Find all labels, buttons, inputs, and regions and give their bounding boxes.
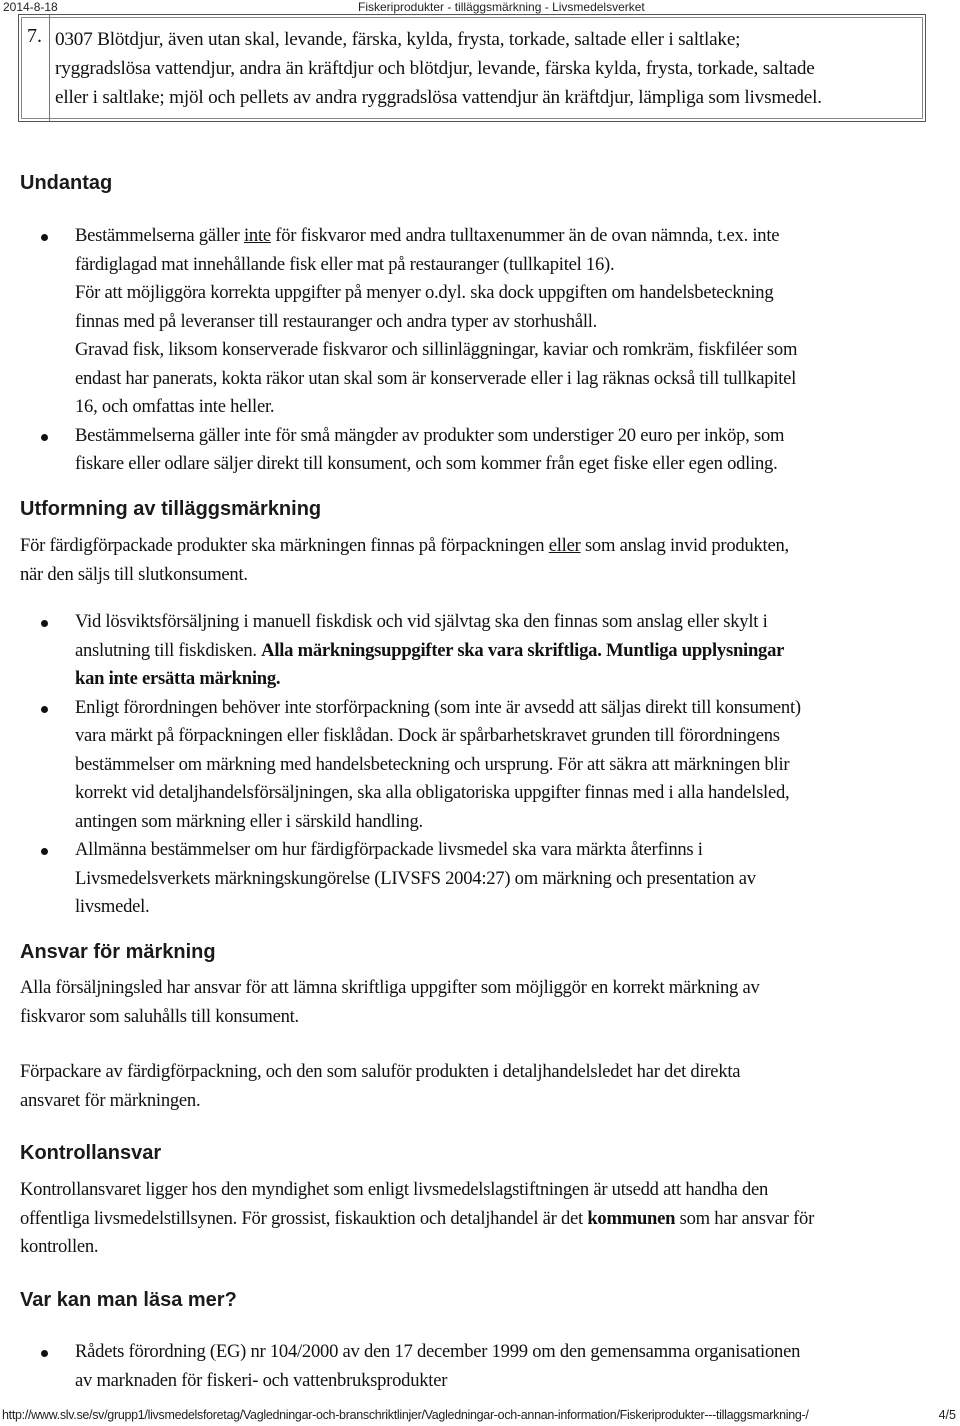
list-item-line: Bestämmelserna gäller inte för fiskvaror med andra tulltaxenummer än de ovan nämnda, t.ex. inte bbox=[75, 225, 780, 246]
list-item-line: anslutning till fiskdisken. Alla märkningsuppgifter ska vara skriftliga. Muntliga upplysningar bbox=[75, 639, 785, 661]
list-item-line: vara märkt på förpackningen eller fisklådan. Dock är spårbarhetskravet grunden till förordningens bbox=[75, 725, 780, 746]
list-item-line: För att möjliggöra korrekta uppgifter på menyer o.dyl. ska dock uppgiften om handelsbeteckning bbox=[75, 282, 774, 303]
heading-kontrollansvar: Kontrollansvar bbox=[20, 1142, 162, 1164]
heading-utformning: Utformning av tilläggsmärkning bbox=[20, 498, 322, 520]
heading-undantag: Undantag bbox=[20, 172, 113, 194]
list-item-line: 16, och omfattas inte heller. bbox=[75, 396, 275, 417]
tariff-table-row bbox=[18, 14, 926, 122]
undantag-list bbox=[20, 222, 940, 479]
list-item bbox=[20, 836, 940, 922]
list-item-line: fiskare eller odlare säljer direkt till konsument, och som kommer från eget fiske eller egen odling. bbox=[75, 453, 778, 474]
table-row-line: eller i saltlake; mjöl och pellets av andra ryggradslösa vattendjur än kräftdjur, lämpliga som livsmedel. bbox=[55, 87, 822, 108]
utformning-paragraph: För färdigförpackade produkter ska märkningen finnas på förpackningen eller som anslag invid produkten, när den säljs till slutkonsument. bbox=[20, 535, 789, 585]
print-date: 2014-8-18 bbox=[3, 0, 58, 14]
list-item-line: Allmänna bestämmelser om hur färdigförpackade livsmedel ska vara märkta återfinns i bbox=[75, 839, 703, 860]
emphasis-bold: Alla märkningsuppgifter ska vara skriftliga. Muntliga upplysningar bbox=[261, 639, 785, 661]
list-item-line: Rådets förordning (EG) nr 104/2000 av den 17 december 1999 om den gemensamma organisationen bbox=[75, 1341, 801, 1362]
emphasis-underline: eller bbox=[548, 535, 581, 556]
bullet-icon bbox=[41, 848, 48, 855]
table-row-line: ryggradslösa vattendjur, andra än kräftdjur och blötdjur, levande, färska kylda, frysta, torkade, saltade bbox=[55, 58, 815, 79]
table-row-line: 0307 Blötdjur, även utan skal, levande, färska, kylda, frysta, torkade, saltade eller i saltlake; bbox=[55, 29, 741, 50]
bullet-icon bbox=[41, 434, 48, 441]
list-item-line: Gravad fisk, liksom konserverade fiskvaror och sillinläggningar, kaviar och romkräm, fiskfiléer som bbox=[75, 339, 798, 360]
list-item bbox=[20, 608, 940, 694]
list-item-line: endast har panerats, kokta räkor utan skal som är konserverade eller i lag räknas också till tullkapitel bbox=[75, 367, 797, 389]
ansvar-paragraph-2: Förpackare av färdigförpackning, och den som saluför produkten i detaljhandelsledet har det direkta ansvaret för märkningen. bbox=[20, 1061, 741, 1111]
bullet-icon bbox=[41, 706, 48, 713]
print-page-title: Fiskeriprodukter - tilläggsmärkning - Livsmedelsverket bbox=[358, 0, 645, 14]
print-url: http://www.slv.se/sv/grupp1/livsmedelsforetag/Vagledningar-och-branschriktlinjer/Vagledningar-och-annan-information/Fiskeriprodukter---tillaggsmarkning-/ bbox=[2, 1408, 809, 1422]
table-row-text bbox=[55, 25, 919, 112]
table-column-divider bbox=[49, 15, 50, 121]
list-item-line: korrekt vid detaljhandelsförsäljningen, ska alla obligatoriska uppgifter finnas med i alla handelsled, bbox=[75, 782, 790, 803]
list-item-line: bestämmelser om märkning med handelsbeteckning och ursprung. För att säkra att märkningen blir bbox=[75, 753, 790, 775]
emphasis-bold: kan inte ersätta märkning. bbox=[75, 668, 281, 689]
list-item-line: färdiglagad mat innehållande fisk eller mat på restauranger (tullkapitel 16). bbox=[75, 253, 615, 275]
ansvar-paragraph-1: Alla försäljningsled har ansvar för att lämna skriftliga uppgifter som möjliggör en korrekt märkning av fiskvaror som saluhålls till konsument. bbox=[20, 977, 760, 1027]
lasa-mer-list bbox=[20, 1338, 940, 1395]
list-item-line: Bestämmelserna gäller inte för små mängder av produkter som understiger 20 euro per inköp, som bbox=[75, 424, 785, 446]
list-item-line: av marknaden för fiskeri- och vattenbruksprodukter bbox=[75, 1369, 448, 1391]
table-row-number: 7. bbox=[27, 25, 42, 47]
list-item bbox=[20, 1338, 940, 1395]
utformning-list bbox=[20, 608, 940, 922]
list-item-line: livsmedel. bbox=[75, 896, 150, 917]
print-footer bbox=[0, 1408, 960, 1426]
list-item-line: antingen som märkning eller i särskild handling. bbox=[75, 810, 423, 832]
page-number: 4/5 bbox=[938, 1408, 956, 1422]
heading-ansvar: Ansvar för märkning bbox=[20, 941, 216, 963]
kontroll-paragraph: Kontrollansvaret ligger hos den myndighet som enligt livsmedelslagstiftningen är utsedd att handha den offentliga livsmedelstillsynen. För grossist, fiskauktion och detaljhandel är det kommunen som har ansvar för kontrollen. bbox=[20, 1179, 815, 1257]
list-item bbox=[20, 222, 940, 422]
list-item-line: Enligt förordningen behöver inte storförpackning (som inte är avsedd att säljas direkt till konsument) bbox=[75, 696, 801, 718]
heading-lasa-mer: Var kan man läsa mer? bbox=[20, 1289, 237, 1311]
bullet-icon bbox=[41, 620, 48, 627]
list-item bbox=[20, 422, 940, 479]
bullet-icon bbox=[41, 234, 48, 241]
bullet-icon bbox=[41, 1350, 48, 1357]
list-item-line: Livsmedelsverkets märkningskungörelse (LIVSFS 2004:27) om märkning och presentation av bbox=[75, 867, 756, 889]
list-item bbox=[20, 694, 940, 837]
emphasis-underline: inte bbox=[244, 225, 271, 246]
list-item-line: Vid lösviktsförsäljning i manuell fiskdisk och vid självtag ska den finnas som anslag eller skylt i bbox=[75, 611, 768, 632]
list-item-line: finnas med på leveranser till restauranger och andra typer av storhushåll. bbox=[75, 310, 598, 332]
emphasis-bold: kommunen bbox=[587, 1207, 676, 1229]
